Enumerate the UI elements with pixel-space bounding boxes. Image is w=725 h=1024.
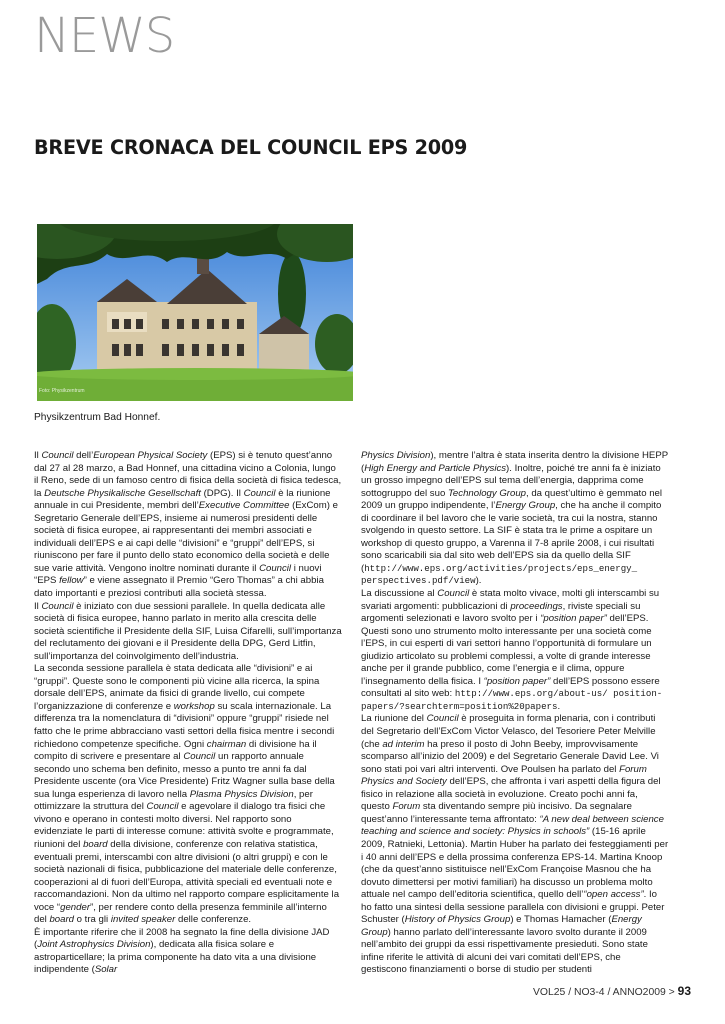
- link-position-papers[interactable]: http://www.eps.org/about-us/ position-papers/?searchterm=position%20papers: [361, 688, 663, 712]
- page-footer: [533, 984, 691, 1000]
- paragraph: Il Council dell’European Physical Society (EPS) si è tenuto quest’anno dal 27 al 28 marzo, a Bad Honnef, una cittadina vicino a Colonia, lungo il Reno, sede di un famoso centro di fisica della società di fisica tedesca, la Deutsche Physikalische Gesellschaft (DPG). Il Council è la riunione annuale in cui Presidente, membri dell’Executive Committee (ExCom) e Segretario Generale dell’EPS, insieme ai numerosi presidenti delle società di fisica europee, ai rappresentanti dei membri associati e individuali dell’EPS e ai capi delle “divisioni” e “gruppi” dell’EPS, si riuniscono per fare il punto dello stato economico della società e delle sue varie attività. Vengono inoltre nominati durante il Council i nuovi “EPS fellow” e viene assegnato il Premio “Gero Thomas” a chi abbia dato importanti e preziosi contributi alla società stessa.: [34, 450, 342, 600]
- article-title: BREVE CRONACA DEL COUNCIL EPS 2009: [34, 136, 468, 159]
- page-number: 93: [677, 984, 691, 998]
- building-photo: [37, 224, 353, 401]
- paragraph: La seconda sessione parallela è stata dedicata alle “divisioni” e ai “gruppi”. Queste sono le componenti più vicine alla ricerca, la spina dorsale dell’EPS, animate da fisici di grande livello, cui compete l’organizzazione di conferenze e workshop su scala internazionale. La differenza tra la nomenclatura di “divisioni” oppure “gruppi” risiede nel fatto che le prime abbracciano vasti settori della fisica mentre i secondi richiedono competenze specifiche. Ogni chairman di divisione ha il compito di scrivere e presentare al Council un rapporto annuale secondo uno schema ben definito, messo a punto tre anni fa dal Presidente uscente (ora Vice Presidente) Fritz Wagner sulla base della sua lunga esperienza di lavoro nella Plasma Physics Division, per ottimizzare la struttura del Council e agevolare il dialogo tra fisici che vivono e operano in contesti molto diversi. Nel rapporto sono evidenziate le parti di interesse comune: attività svolte e programmate, riunioni del board della divisione, conferenze con relativa statistica, eventuali premi, interscambi con altre divisioni (o altri gruppi) e con le società nazionali di fisica, pubblicazione del materiale delle conferenze, cooperazioni al di fuori dell’Europa, attività speciali ed eventuali note e raccomandazioni. Non da ultimo nel rapporto compare esplicitamente la voce “gender”, per rendere conto della presenza femminile all’interno del board o tra gli invited speaker delle conferenze.: [34, 663, 340, 926]
- photo-caption: Physikzentrum Bad Honnef.: [34, 412, 161, 423]
- text-column-left: [34, 450, 342, 977]
- paragraph: La riunione del Council è proseguita in forma plenaria, con i contributi del Segretario dell’ExCom Victor Velasco, del Tesoriere Peter Melville (che ad interim ha preso il posto di John Beeby, improvvisamente scomparso all’inizio del 2009) e del Segretario Generale David Lee. Vi sono stati poi vari altri interventi. Ove Poulsen ha parlato del Forum Physics and Society dell’EPS, che affronta i vari aspetti della figura del fisico in relazione alla società in evoluzione. Creato pochi anni fa, questo Forum sta diventando sempre più incisivo. Da segnalare quest’anno l’interessante tema affrontato: “A new deal between science teaching and science and society: Physics in schools” (15-16 aprile 2009, Ratnieki, Lettonia). Martin Huber ha parlato dei festeggiamenti per i 40 anni dell’EPS e della prossima conferenza EPS-14. Martina Knoop (che da quest’anno sistituisce nell’ExCom Françoise Masnou che ha dovuto dimettersi per motivi familiari) ha discusso un problema molto attuale nel campo dell’editoria scientifica, quello dell’“open access”. Io ho fatto una sintesi della sessione parallela con divisioni e gruppi. Peter Schuster (History of Physics Group) e Thomas Hamacher (Energy Group) hanno parlato dell’interessante lavoro svolto durante il 2009 nell’ambito dei gruppi da essi rispettivamente presieduti. Sono state infine riferite le attività di alcuni dei vari comitati dell’EPS, che gestiscono finanziamenti o borse di studio per studenti: [361, 713, 669, 976]
- link-energy-perspectives[interactable]: http://www.eps.org/activities/projects/eps_energy_ perspectives.pdf/view: [361, 562, 638, 587]
- paragraph: La discussione al Council è stata molto vivace, molti gli interscambi su svariati argomenti: pubblicazioni di proceedings, riviste speciali su argomenti selezionati e lavoro svolto per i “position paper” dell’EPS. Questi sono uno strumento molto interessante per una società come l’EPS, in cui esperti di vari settori hanno l’opportunità di formulare un giudizio articolato su problemi complessi, a volte di grande interesse anche per il grande pubblico, come l’energia e il clima, oppure l’insegnamento della fisica. I “position paper” dell’EPS possono essere consultati al sito web: http://www.eps.org/about-us/ position-papers/?searchterm=position%20papers.: [361, 588, 663, 712]
- text-column-right: [361, 450, 669, 977]
- issue-info: VOL25 / NO3-4 / ANNO2009 >: [532, 987, 678, 998]
- section-title: NEWS: [34, 8, 175, 64]
- paragraph: È importante riferire che il 2008 ha segnato la fine della divisione JAD (Joint Astrophysics Division), dedicata alla fisica solare e astroparticellare; la prima componente ha dato vita a una divisione indipendente (Solar: [34, 926, 330, 976]
- paragraph: Il Council è iniziato con due sessioni parallele. In quella dedicata alle società di fisica europee, hanno parlato in merito alla crescita delle società scientifiche il Presidente della SIF, Luisa Cifarelli, sull’importanza del reclutamento dei giovani e il Presidente della DPG, Gerd Litfin, sull’importanza del coinvolgimento dell’industria.: [34, 600, 342, 662]
- paragraph: Physics Division), mentre l’altra è stata inserita dentro la divisione HEPP (High Energy and Particle Physics). Inoltre, poiché tre anni fa è iniziato un grosso impegno dell’EPS sul tema dell’energia, dapprima come sottogruppo del suo Technology Group, da quest’ultimo è gemmato nel 2009 un gruppo indipendente, l’Energy Group, che ha anche il compito di coordinare il bel lavoro che le varie società, tra cui la nostra, stanno svolgendo in questo settore. La SIF è stata tra le prime a ospitare un workshop di questo gruppo, a Varenna il 7-8 aprile 2008, i cui risultati sono scaricabili sia dal sito web dell’EPS sia da quello della SIF (http://www.eps.org/activities/projects/eps_energy_ perspectives.pdf/view).: [361, 450, 668, 587]
- photo-credit: Foto: Physikzentrum: [39, 388, 85, 394]
